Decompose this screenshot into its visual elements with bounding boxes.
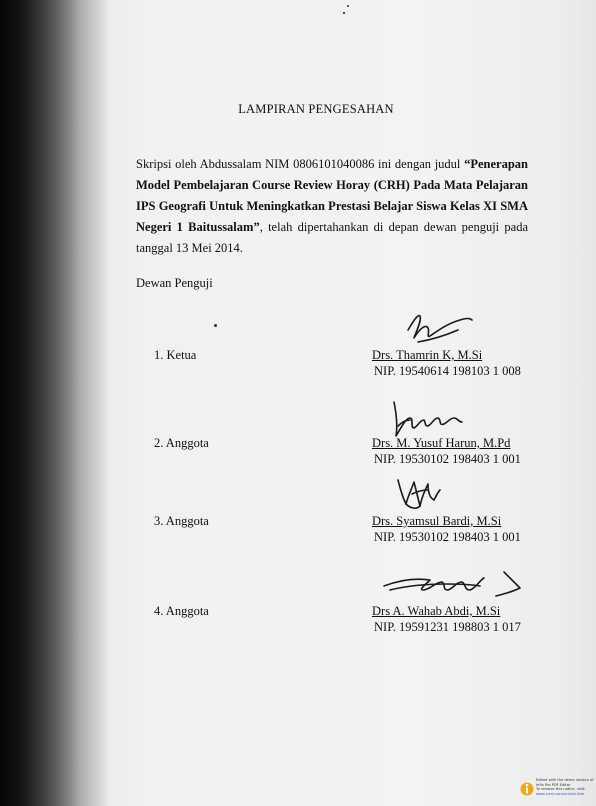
member-role: 4. Anggota — [154, 604, 209, 618]
signature-anggota-4 — [380, 566, 526, 600]
paragraph-intro: Skripsi oleh Abdussalam NIM 0806101040086 ini dengan judul — [136, 157, 465, 171]
signature-anggota-3 — [392, 474, 448, 518]
watermark-line-1: Edited with the demo version of — [536, 778, 594, 782]
watermark-line-2: Infix Pro PDF Editor — [536, 782, 571, 787]
binding-shadow — [0, 0, 110, 806]
member-name: Drs. Syamsul Bardi, M.Si — [372, 514, 502, 528]
ink-speck — [343, 12, 345, 14]
thesis-title: “Penerapan Model Pembelajaran Course Review Horay (CRH) Pada Mata Pelajaran IPS Geografi Untuk Meningkatkan Prestasi Belajar Siswa Kelas XI SMA Negeri 1 Baitussalam” — [136, 157, 528, 234]
approval-paragraph — [136, 154, 528, 259]
member-nip: NIP. 19530102 198403 1 001 — [374, 452, 521, 466]
member-nip: NIP. 19591231 198803 1 017 — [374, 620, 521, 634]
signature-anggota-2 — [388, 396, 468, 446]
watermark-text — [536, 778, 594, 796]
watermark-line-3: To remove this notice, visit: — [536, 787, 586, 792]
watermark-link[interactable]: www.iceni.com/unlock.htm — [536, 791, 585, 796]
member-role: 2. Anggota — [154, 436, 209, 450]
member-name: Drs. M. Yusuf Harun, M.Pd — [372, 436, 511, 450]
member-role: 1. Ketua — [154, 348, 197, 362]
member-role: 3. Anggota — [154, 514, 209, 528]
member-name: Drs. Thamrin K, M.Si — [372, 348, 483, 362]
member-nip: NIP. 19530102 198403 1 001 — [374, 530, 521, 544]
page-title: LAMPIRAN PENGESAHAN — [238, 102, 394, 116]
ink-speck — [214, 324, 217, 327]
member-nip: NIP. 19540614 198103 1 008 — [374, 364, 521, 378]
signature-ketua — [400, 306, 480, 360]
editor-watermark-badge — [520, 778, 596, 806]
paragraph-outro: , telah dipertahankan di depan dewan penguji pada tanggal 13 Mei 2014. — [136, 220, 528, 255]
member-name: Drs A. Wahab Abdi, M.Si — [372, 604, 501, 618]
committee-heading: Dewan Penguji — [136, 276, 213, 290]
infix-logo-icon — [520, 780, 534, 798]
ink-speck — [347, 5, 349, 7]
